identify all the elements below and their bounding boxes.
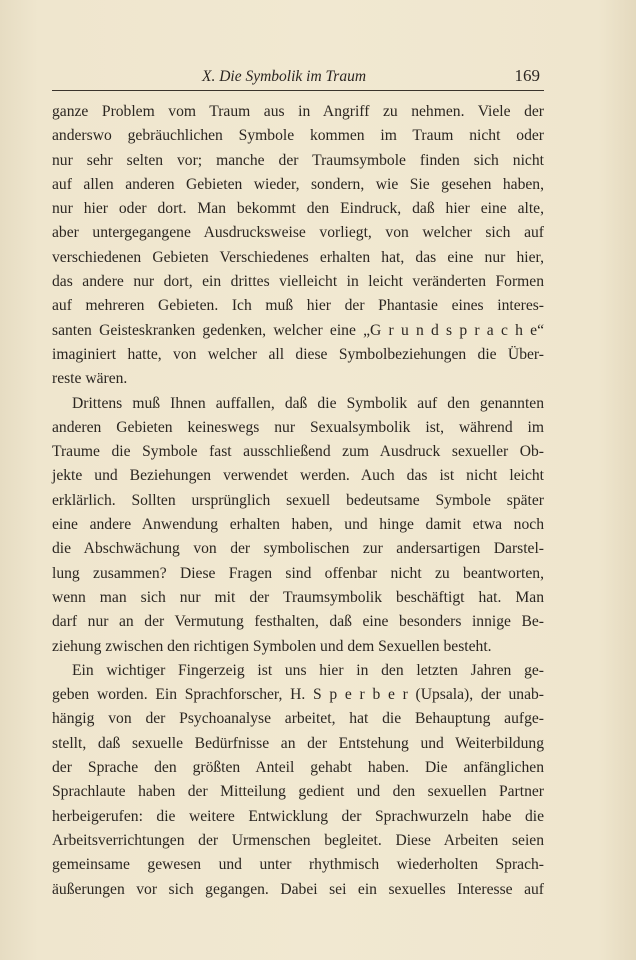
text-line: jekte und Beziehungen verwendet werden. Auch das ist nicht leicht bbox=[52, 467, 544, 485]
text-line: auf mehreren Gebieten. Ich muß hier der Phantasie eines interes- bbox=[52, 297, 544, 315]
text-line: ganze Problem vom Traum aus in Angriff zu nehmen. Viele der bbox=[52, 103, 544, 120]
running-title: X. Die Symbolik im Traum bbox=[202, 68, 367, 85]
text-line: reste wären. bbox=[52, 370, 128, 388]
body-text bbox=[52, 100, 544, 902]
text-line: nur hier oder dort. Man bekommt den Eindruck, daß hier eine alte, bbox=[52, 200, 544, 218]
text-line: nur sehr selten vor; manche der Traumsymbole finden sich nicht bbox=[52, 151, 544, 169]
page-header bbox=[52, 66, 544, 91]
text-line: gemeinsame gewesen und unter rhythmisch wiederholten Sprach- bbox=[52, 856, 544, 874]
text-line: verschiedenen Gebieten Verschiedenes erhalten hat, das eine nur hier, bbox=[52, 248, 544, 266]
text-line: imaginiert hatte, von welcher all diese Symbolbeziehungen die Über- bbox=[52, 345, 544, 363]
paragraph bbox=[52, 100, 544, 392]
text-line: der Sprache den größten Anteil gehabt haben. Die anfänglichen bbox=[52, 759, 544, 777]
text-line: anderen Gebieten keineswegs nur Sexualsymbolik ist, während im bbox=[52, 418, 544, 436]
text-line: herbeigerufen: die weitere Entwicklung der Sprachwurzeln habe die bbox=[52, 807, 544, 825]
text-line: eine andere Anwendung erhalten haben, und hinge damit etwa noch bbox=[52, 516, 544, 534]
text-line: Arbeitsverrichtungen der Urmenschen begleitet. Diese Arbeiten seien bbox=[52, 831, 544, 849]
text-line: auf allen anderen Gebieten wieder, sondern, wie Sie gesehen haben, bbox=[52, 175, 544, 193]
text-line: das andere nur dort, ein drittes vielleicht in leicht veränderten Formen bbox=[52, 273, 544, 291]
text-line: äußerungen vor sich gegangen. Dabei sei ein sexuelles Interesse auf bbox=[52, 880, 544, 898]
text-line: aber untergegangene Ausdrucksweise vorliegt, von welcher sich auf bbox=[52, 224, 544, 242]
text-line: anderswo gebräuchlichen Symbole kommen im Traum nicht oder bbox=[52, 127, 544, 145]
text-line: ziehung zwischen den richtigen Symbolen und dem Sexuellen besteht. bbox=[52, 637, 492, 655]
text-line: Ein wichtiger Fingerzeig ist uns hier in den letzten Jahren ge- bbox=[72, 661, 544, 679]
text-line: wenn man sich nur mit der Traumsymbolik beschäftigt hat. Man bbox=[52, 588, 544, 606]
text-line: stellt, daß sexuelle Bedürfnisse an der Entstehung und Weiterbildung bbox=[52, 734, 544, 752]
page-number: 169 bbox=[514, 66, 540, 85]
text-line: Sprachlaute haben der Mitteilung gedient und den sexuellen Partner bbox=[52, 783, 544, 801]
text-line: santen Geisteskranken gedenken, welcher eine „G r u n d s p r a c h e“ bbox=[52, 321, 544, 339]
paragraph bbox=[52, 659, 544, 902]
text-line: Drittens muß Ihnen auffallen, daß die Symbolik auf den genannten bbox=[72, 394, 544, 412]
text-line: Traume die Symbole fast ausschließend zum Ausdruck sexueller Ob- bbox=[52, 443, 544, 461]
text-line: die Abschwächung von der symbolischen zur andersartigen Darstel- bbox=[52, 540, 544, 558]
text-line: darf nur an der Vermutung festhalten, daß eine besonders innige Be- bbox=[52, 613, 544, 631]
text-line: erklärlich. Sollten ursprünglich sexuell bedeutsame Symbole später bbox=[52, 491, 544, 509]
text-line: lung zusammen? Diese Fragen sind offenbar nicht zu beantworten, bbox=[52, 564, 544, 582]
paragraph bbox=[52, 392, 544, 659]
text-line: geben worden. Ein Sprachforscher, H. S p e r b e r (Upsala), der unab- bbox=[52, 686, 544, 704]
text-line: hängig von der Psychoanalyse arbeitet, hat die Behauptung aufge- bbox=[52, 710, 544, 728]
